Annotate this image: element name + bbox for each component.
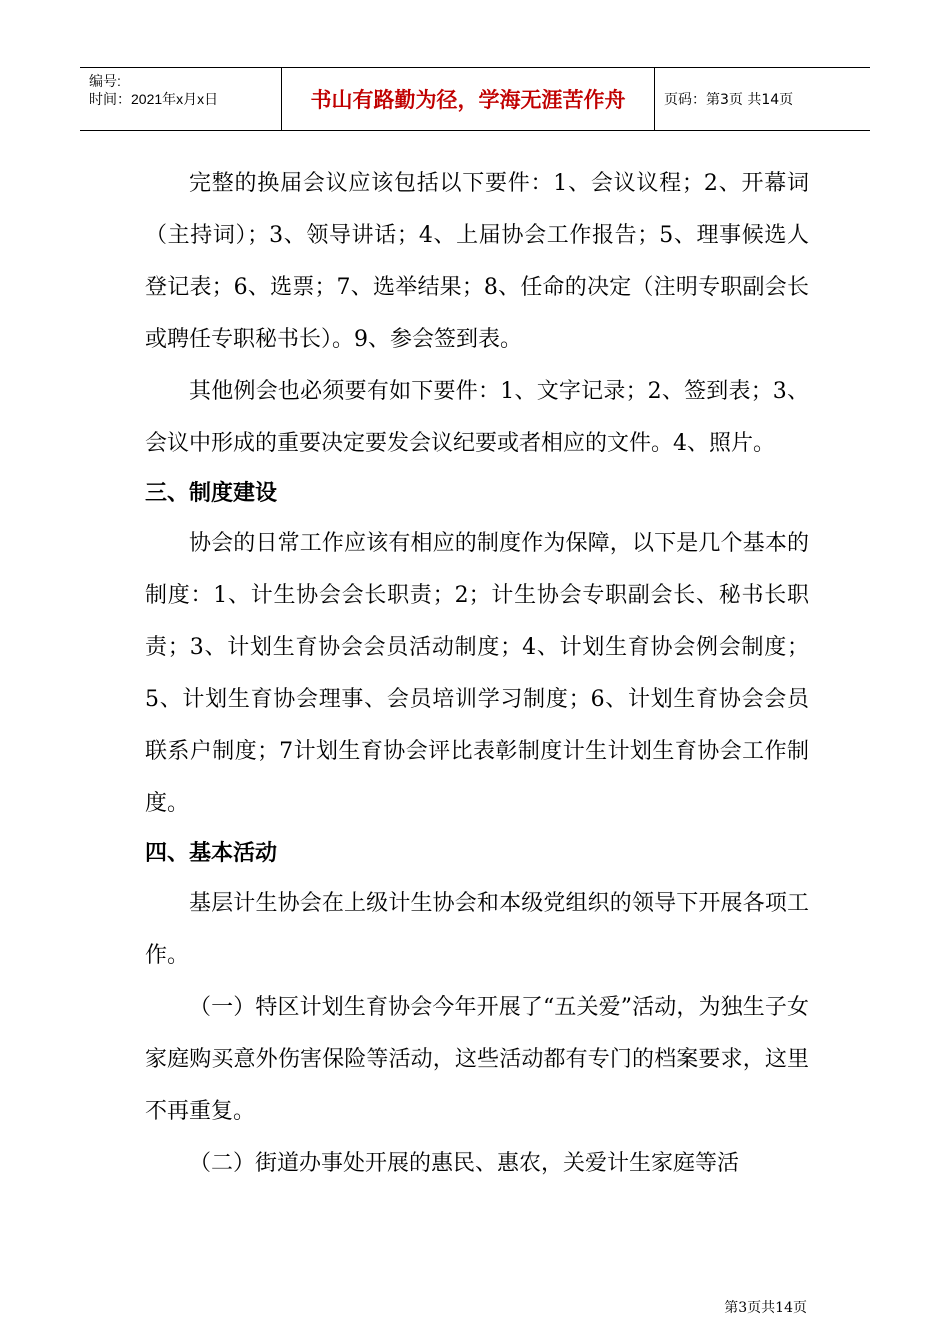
paragraph: 其他例会也必须要有如下要件：1、文字记录；2、签到表；3、会议中形成的重要决定要发会议纪要或者相应的文件。4、照片。 xyxy=(145,379,809,456)
section-heading: 四、基本活动 xyxy=(145,841,278,866)
paragraph: 完整的换届会议应该包括以下要件：1、会议议程；2、开幕词（主持词）；3、领导讲话；4、上届协会工作报告；5、理事候选人登记表；6、选票；7、选举结果；8、任命的决定（注明专职副会长或聘任专职秘书长）。9、参会签到表。 xyxy=(145,171,809,352)
page-footer: 第3页共14页 xyxy=(724,1300,807,1316)
paragraph: 基层计生协会在上级计生协会和本级党组织的领导下开展各项工作。 xyxy=(145,891,809,968)
header-page-label: 页码：第3页 共14页 xyxy=(664,92,794,108)
time-label: 时间：2021年x月x日 xyxy=(89,91,219,107)
header-info-cell xyxy=(80,68,282,130)
page-header xyxy=(80,67,870,131)
number-label: 编号: xyxy=(89,73,121,89)
section-heading: 三、制度建设 xyxy=(145,481,278,506)
paragraph: （一）特区计划生育协会今年开展了“五关爱”活动，为独生子女家庭购买意外伤害保险等活动，这些活动都有专门的档案要求，这里不再重复。 xyxy=(145,995,809,1124)
header-motto: 书山有路勤为径，学海无涯苦作舟 xyxy=(282,68,655,130)
paragraph: 协会的日常工作应该有相应的制度作为保障，以下是几个基本的制度：1、计生协会会长职责；2；计生协会专职副会长、秘书长职责；3、计划生育协会会员活动制度；4、计划生育协会例会制度；5、计划生育协会理事、会员培训学习制度；6、计划生育协会会员联系户制度；7计划生育协会评比表彰制度计生计划生育协会工作制度。 xyxy=(145,531,809,816)
paragraph: （二）街道办事处开展的惠民、惠农，关爱计生家庭等活 xyxy=(189,1151,740,1176)
document-body xyxy=(145,158,809,1190)
